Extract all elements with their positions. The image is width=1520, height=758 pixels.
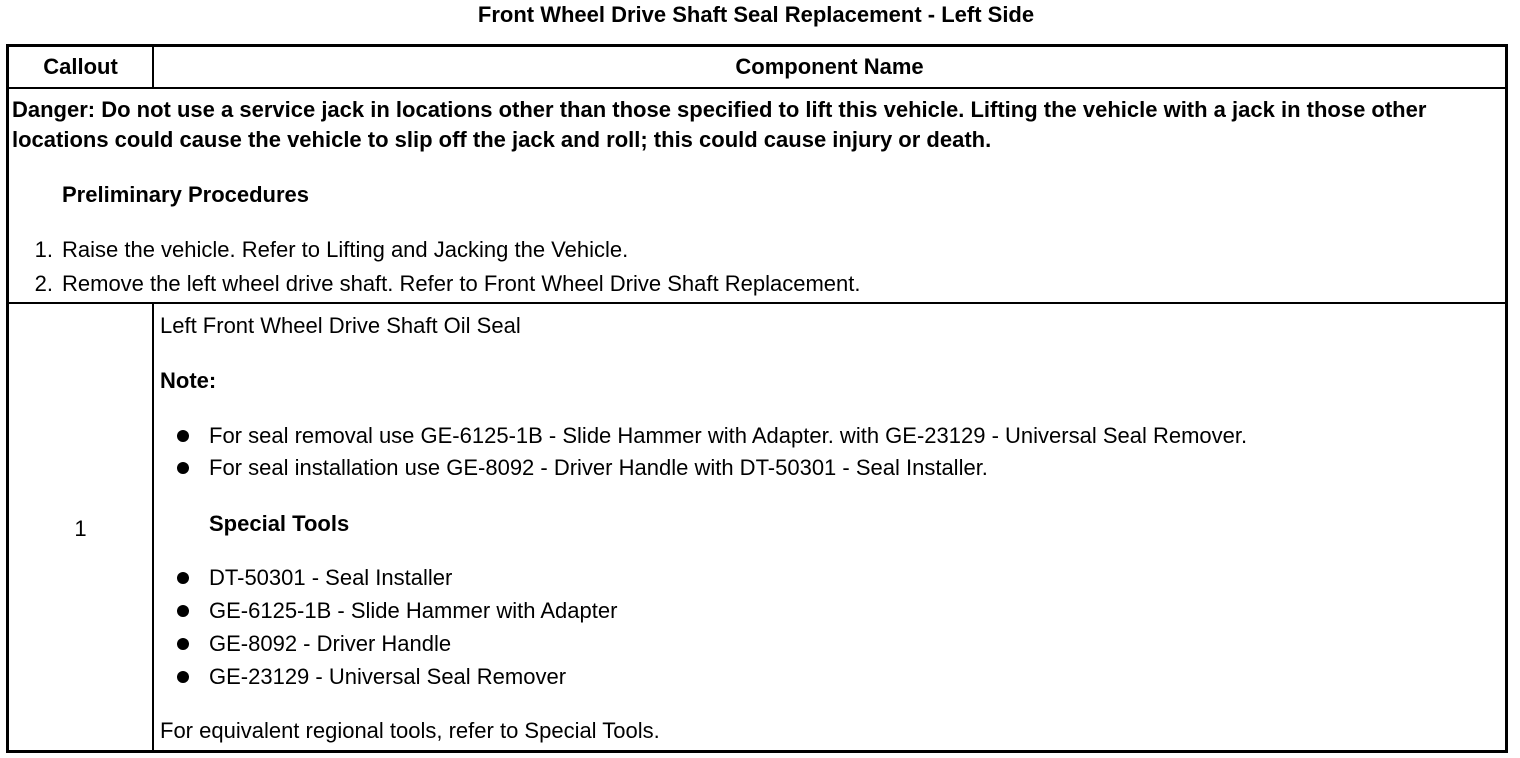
procedure-table: [6, 44, 1508, 753]
special-tools-heading: Special Tools: [209, 511, 350, 536]
table-row: [9, 304, 1505, 750]
tool-text: GE-23129 - Universal Seal Remover: [209, 664, 567, 689]
component-cell: [154, 304, 1505, 750]
table-header-row: [9, 47, 1505, 89]
step-text: Raise the vehicle. Refer to Lifting and Jacking the Vehicle.: [62, 237, 629, 262]
danger-warning: Danger: Do not use a service jack in locations other than those specified to lift this vehicle. Lifting the vehicle with a jack in those other locations could cause the vehicle to slip off the jack and roll; this could cause injury or death.: [12, 97, 1427, 152]
tool-text: DT-50301 - Seal Installer: [209, 565, 453, 590]
header-component-name: Component Name: [735, 54, 924, 79]
tool-text: GE-8092 - Driver Handle: [209, 631, 452, 656]
bullet-icon: [177, 605, 189, 617]
regional-tools-note: For equivalent regional tools, refer to Special Tools.: [160, 718, 660, 743]
callout-number: 1: [74, 516, 87, 541]
note-text: For seal removal use GE-6125-1B - Slide Hammer with Adapter. with GE-23129 - Universal Seal Remover.: [209, 423, 1248, 448]
tool-text: GE-6125-1B - Slide Hammer with Adapter: [209, 598, 618, 623]
component-name: Left Front Wheel Drive Shaft Oil Seal: [160, 313, 521, 338]
page-title: Front Wheel Drive Shaft Seal Replacement - Left Side: [477, 2, 1035, 27]
step-number: 2.: [34, 271, 53, 296]
bullet-icon: [177, 462, 189, 474]
header-callout: Callout: [9, 47, 154, 87]
callout-cell: [9, 304, 154, 750]
step-number: 1.: [34, 237, 53, 262]
bullet-icon: [177, 671, 189, 683]
note-text: For seal installation use GE-8092 - Driver Handle with DT-50301 - Seal Installer.: [209, 455, 988, 480]
preliminary-section: [9, 89, 1505, 304]
step-text: Remove the left wheel drive shaft. Refer to Front Wheel Drive Shaft Replacement.: [62, 271, 861, 296]
bullet-icon: [177, 430, 189, 442]
preliminary-heading: Preliminary Procedures: [62, 182, 310, 207]
note-label: Note:: [160, 368, 217, 393]
bullet-icon: [177, 638, 189, 650]
bullet-icon: [177, 572, 189, 584]
